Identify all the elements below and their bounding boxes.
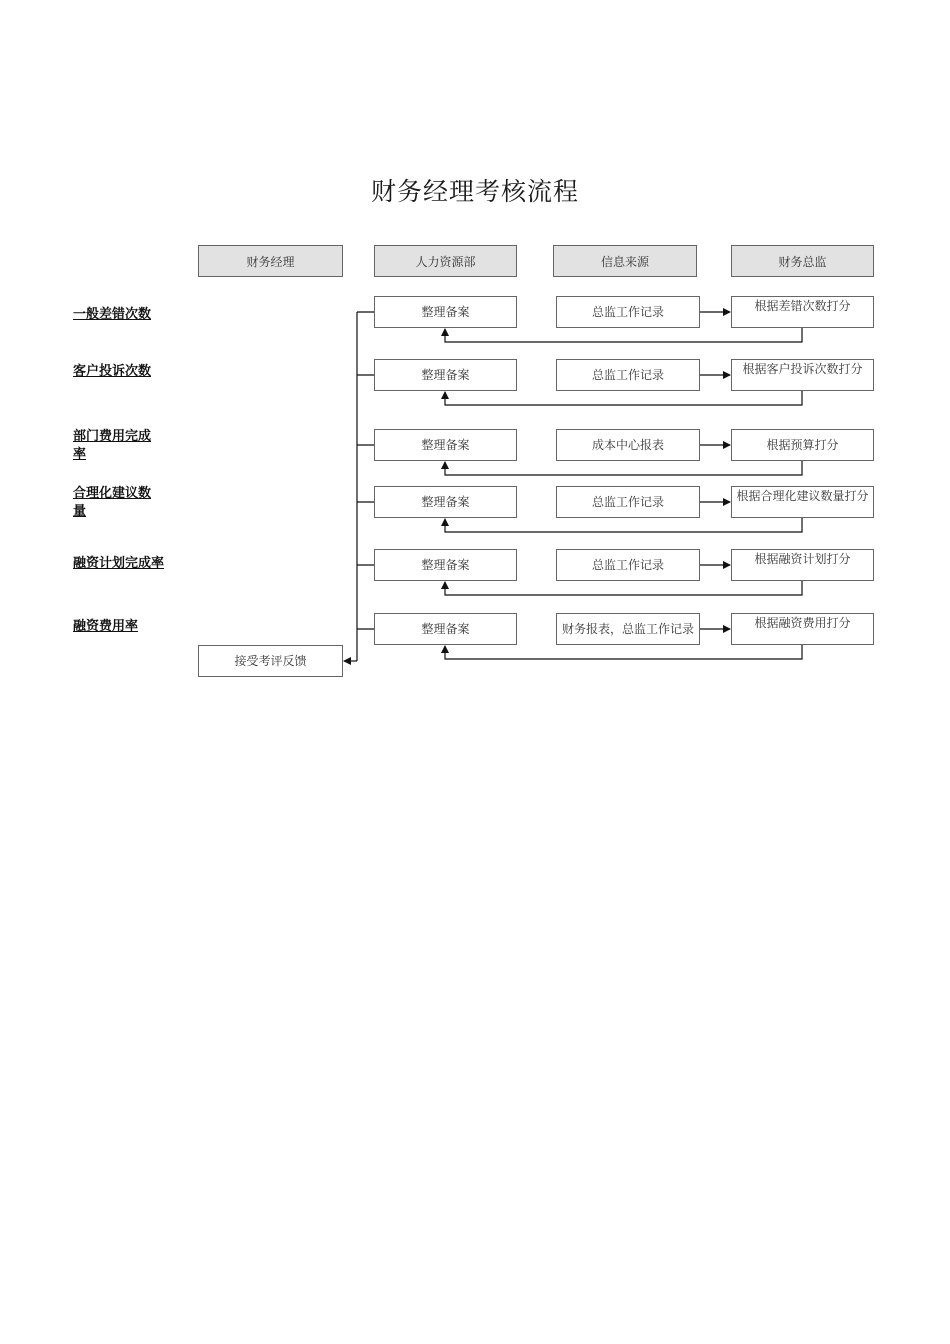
hr-filing-box: 整理备案	[374, 486, 517, 518]
row-label-financing-cost-rate: 融资费用率	[73, 619, 139, 634]
hr-filing-box: 整理备案	[374, 549, 517, 581]
column-header-info-source: 信息来源	[553, 245, 697, 277]
feedback-box: 接受考评反馈	[198, 645, 343, 677]
director-to-hr-return-arrow	[445, 391, 802, 405]
hr-filing-box: 整理备案	[374, 613, 517, 645]
row-label-complaint-count: 客户投诉次数	[73, 364, 152, 379]
hr-filing-box: 整理备案	[374, 296, 517, 328]
director-scoring-box: 根据预算打分	[731, 429, 874, 461]
director-to-hr-return-arrow	[445, 328, 802, 342]
row-label-error-count: 一般差错次数	[73, 307, 152, 322]
director-scoring-box: 根据客户投诉次数打分	[731, 359, 874, 391]
page-title: 财务经理考核流程	[370, 177, 579, 206]
column-header-hr-department: 人力资源部	[374, 245, 517, 277]
source-box: 总监工作记录	[556, 486, 700, 518]
source-box: 总监工作记录	[556, 359, 700, 391]
hr-filing-box: 整理备案	[374, 359, 517, 391]
director-to-hr-return-arrow	[445, 461, 802, 475]
hr-filing-box: 整理备案	[374, 429, 517, 461]
director-to-hr-return-arrow	[445, 645, 802, 659]
director-to-hr-return-arrow	[445, 581, 802, 595]
row-label-financing-plan-rate: 融资计划完成率	[73, 556, 165, 571]
row-label-suggestion-count: 合理化建议数量	[73, 486, 152, 519]
director-scoring-box: 根据融资费用打分	[731, 613, 874, 645]
column-header-finance-director: 财务总监	[731, 245, 874, 277]
source-box: 财务报表，总监工作记录	[556, 613, 700, 645]
source-box: 总监工作记录	[556, 549, 700, 581]
row-label-expense-completion: 部门费用完成率	[73, 429, 152, 462]
column-header-finance-manager: 财务经理	[198, 245, 343, 277]
director-scoring-box: 根据差错次数打分	[731, 296, 874, 328]
director-scoring-box: 根据融资计划打分	[731, 549, 874, 581]
director-to-hr-return-arrow	[445, 518, 802, 532]
source-box: 成本中心报表	[556, 429, 700, 461]
source-box: 总监工作记录	[556, 296, 700, 328]
director-scoring-box: 根据合理化建议数量打分	[731, 486, 874, 518]
